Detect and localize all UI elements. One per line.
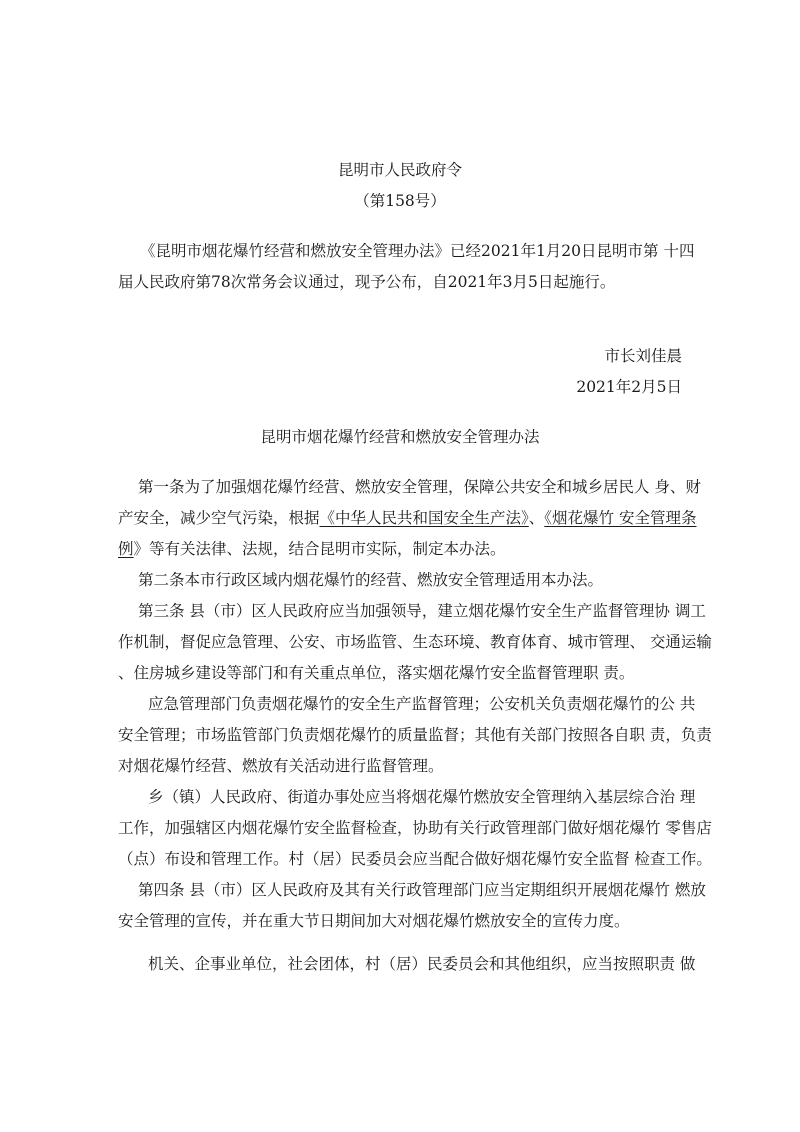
article-3-para-3-line-1: 乡（镇）人民政府、街道办事处应当将烟花爆竹燃放安全管理纳入基层综合治 理 — [148, 788, 696, 806]
law-link-fireworks-regulation-cont[interactable]: 例 — [118, 540, 134, 558]
article-4-para-2-line-1: 机关、企事业单位，社会团体，村（居）民委员会和其他组织，应当按照职责 做 — [148, 955, 696, 973]
article-3-line-2: 作机制，督促应急管理、公安、市场监管、生态环境、教育体育、城市管理、 交通运输 — [118, 633, 712, 651]
article-3-para-2-line-1: 应急管理部门负责烟花爆竹的安全生产监督管理；公安机关负责烟花爆竹的公 共 — [148, 695, 696, 713]
article-1-line-2 — [118, 508, 696, 528]
article-4-line-2: 安全管理的宣传，并在重大节日期间加大对烟花爆竹燃放安全的宣传力度。 — [118, 912, 630, 930]
preamble-line-2: 届人民政府第78次常务会议通过，现予公布，自2021年3月5日起施行。 — [118, 273, 616, 291]
order-number: （第158号） — [354, 192, 446, 210]
article-4-line-1: 第四条 县（市）区人民政府及其有关行政管理部门应当定期组织开展烟花爆竹 燃放 — [138, 881, 706, 899]
article-3-line-1: 第三条 县（市）区人民政府应当加强领导，建立烟花爆竹安全生产监督管理协 调工 — [138, 602, 706, 620]
article-3-para-3-line-3: （点）布设和管理工作。村（居）民委员会应当配合做好烟花爆竹安全监督 检查工作。 — [118, 850, 712, 868]
issuer-title: 昆明市人民政府令 — [337, 161, 462, 179]
article-1-separator: 、 — [528, 509, 545, 527]
article-3-line-3: 、住房城乡建设等部门和有关重点单位，落实烟花爆竹安全监督管理职 责。 — [118, 664, 635, 682]
article-1-line-3 — [118, 539, 506, 559]
law-link-safety-production[interactable]: 《中华人民共和国安全生产法》 — [319, 509, 529, 527]
mayor-signature: 市长刘佳晨 — [604, 347, 682, 365]
article-3-para-2-line-3: 对烟花爆竹经营、燃放有关活动进行监督管理。 — [118, 757, 444, 775]
article-1-text-rest: 》等有关法律、法规，结合昆明市实际，制定本办法。 — [133, 540, 506, 558]
article-3-para-3-line-2: 工作，加强辖区内烟花爆竹安全监督检查，协助有关行政管理部门做好烟花爆竹 零售店 — [118, 819, 712, 837]
law-link-fireworks-regulation[interactable]: 《烟花爆竹 安全管理条 — [544, 509, 697, 527]
regulation-title: 昆明市烟花爆竹经营和燃放安全管理办法 — [260, 428, 540, 446]
preamble-line-1: 《昆明市烟花爆竹经营和燃放安全管理办法》已经2021年1月20日昆明市第 十四 — [140, 242, 695, 260]
article-1-line-1: 第一条为了加强烟花爆竹经营、燃放安全管理，保障公共安全和城乡居民人 身、财 — [138, 478, 701, 496]
signature-date: 2021年2月5日 — [576, 378, 682, 396]
article-3-para-2-line-2: 安全管理；市场监管部门负责烟花爆竹的质量监督；其他有关部门按照各自职 责，负责 — [118, 726, 712, 744]
article-2: 第二条本市行政区域内烟花爆竹的经营、燃放安全管理适用本办法。 — [138, 571, 604, 589]
article-1-text: 产安全，减少空气污染，根据 — [118, 509, 320, 527]
